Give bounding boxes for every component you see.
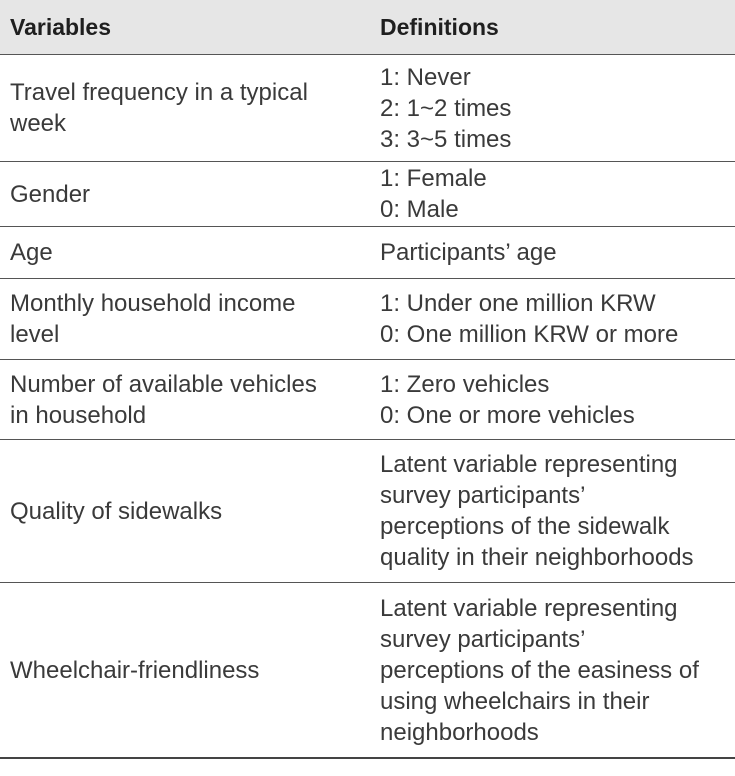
- definition-line: perceptions of the easiness of: [380, 656, 699, 684]
- definition-line: 3: 3~5 times: [380, 125, 512, 153]
- definition-line: 1: Female: [380, 165, 487, 192]
- header-definitions: Definitions: [380, 13, 499, 40]
- variable-cell: [0, 440, 370, 582]
- table-row: [0, 162, 735, 227]
- definition-line: 2: 1~2 times: [380, 94, 512, 122]
- definition-cell: [370, 162, 735, 226]
- variable-cell: [0, 55, 370, 161]
- definition-line: Latent variable representing: [380, 451, 678, 478]
- definition-line: 1: Under one million KRW: [380, 290, 656, 317]
- definition-line: 0: One or more vehicles: [380, 401, 635, 429]
- header-variables: Variables: [10, 13, 112, 40]
- table-header: [0, 0, 735, 55]
- definition-cell: [370, 440, 735, 582]
- table-row: [0, 583, 735, 757]
- variable-line: Travel frequency in a typical: [10, 79, 308, 106]
- table-row: [0, 440, 735, 583]
- definition-line: neighborhoods: [380, 718, 539, 746]
- variable-line: in household: [10, 401, 147, 429]
- definition-line: 0: One million KRW or more: [380, 321, 679, 348]
- variable-cell: [0, 279, 370, 359]
- definition-cell: [370, 279, 735, 359]
- variable-cell: [0, 360, 370, 439]
- definition-line: perceptions of the sidewalk: [380, 513, 670, 540]
- definition-line: quality in their neighborhoods: [380, 544, 694, 571]
- definition-line: Participants’ age: [380, 239, 557, 266]
- variable-line: Monthly household income: [10, 290, 296, 317]
- definition-line: Latent variable representing: [380, 594, 678, 622]
- definition-cell: [370, 227, 735, 278]
- table-row: [0, 279, 735, 360]
- definition-line: survey participants’: [380, 482, 586, 509]
- variable-line: Gender: [10, 180, 91, 208]
- definition-line: 0: Male: [380, 196, 459, 223]
- definition-line: 1: Zero vehicles: [380, 370, 550, 398]
- variable-line: Age: [10, 239, 53, 266]
- variable-line: week: [10, 110, 67, 137]
- variable-line: Quality of sidewalks: [10, 497, 223, 525]
- definition-cell: [370, 583, 735, 757]
- definition-line: 1: Never: [380, 63, 471, 91]
- definition-line: survey participants’: [380, 625, 586, 653]
- variable-line: level: [10, 321, 60, 348]
- table-row: [0, 360, 735, 440]
- variable-line: Number of available vehicles: [10, 370, 317, 398]
- variable-cell: [0, 162, 370, 226]
- variable-line: Wheelchair-friendliness: [10, 656, 260, 684]
- definition-line: using wheelchairs in their: [380, 687, 650, 715]
- table-row: [0, 55, 735, 162]
- variable-cell: [0, 583, 370, 757]
- variable-cell: [0, 227, 370, 278]
- table-row: [0, 227, 735, 279]
- definition-cell: [370, 55, 735, 161]
- definition-cell: [370, 360, 735, 439]
